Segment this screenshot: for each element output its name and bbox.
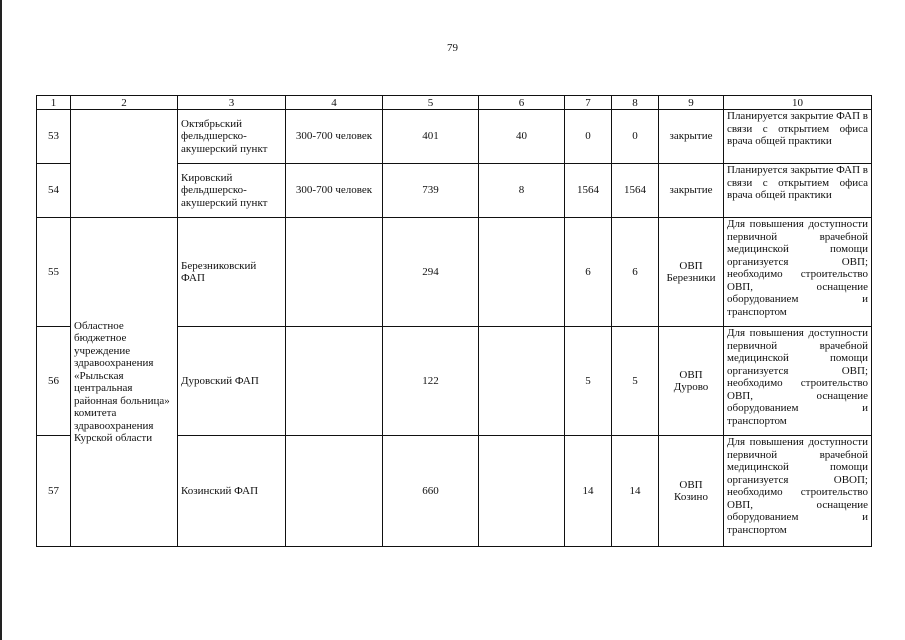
- facility-name: Кировский фельдшерско-акушерский пункт: [178, 164, 286, 218]
- capacity: [286, 436, 383, 547]
- organization-name: Областное бюджетное учреждение здравоохранения «Рыльская центральная районная больница» комитета здравоохранения Курской области: [71, 218, 178, 547]
- table-row: [37, 110, 872, 164]
- organization-cell-empty: [71, 110, 178, 218]
- capacity: 300-700 человек: [286, 164, 383, 218]
- value-col6: 40: [479, 110, 565, 164]
- action: ОВП Дурово: [659, 327, 724, 436]
- column-header: 1: [37, 96, 71, 110]
- note: Планируется закрытие ФАП в связи с открытием офиса врача общей практики: [724, 164, 872, 218]
- note: Для повышения доступности первичной врачебной медицинской помощи организуется ОВП; необходимо строительство ОВП, оснащение оборудованием и транспортом: [724, 327, 872, 436]
- column-header: 3: [178, 96, 286, 110]
- page-number: 79: [447, 42, 458, 54]
- value-col5: 660: [383, 436, 479, 547]
- value-col6: [479, 218, 565, 327]
- row-number: 57: [37, 436, 71, 547]
- row-number: 55: [37, 218, 71, 327]
- value-col8: 1564: [612, 164, 659, 218]
- facility-name: Березниковский ФАП: [178, 218, 286, 327]
- table-row: [37, 218, 872, 327]
- value-col5: 122: [383, 327, 479, 436]
- facilities-table: [36, 95, 872, 547]
- column-header: 6: [479, 96, 565, 110]
- value-col5: 294: [383, 218, 479, 327]
- capacity: [286, 218, 383, 327]
- action: ОВП Козино: [659, 436, 724, 547]
- value-col7: 5: [565, 327, 612, 436]
- column-header: 10: [724, 96, 872, 110]
- capacity: 300-700 человек: [286, 110, 383, 164]
- column-header: 8: [612, 96, 659, 110]
- value-col6: 8: [479, 164, 565, 218]
- value-col8: 0: [612, 110, 659, 164]
- value-col5: 739: [383, 164, 479, 218]
- note: Для повышения доступности первичной врачебной медицинской помощи организуется ОВП; необходимо строительство ОВП, оснащение оборудованием и транспортом: [724, 218, 872, 327]
- value-col6: [479, 436, 565, 547]
- value-col8: 14: [612, 436, 659, 547]
- action: закрытие: [659, 164, 724, 218]
- row-number: 54: [37, 164, 71, 218]
- column-header: 5: [383, 96, 479, 110]
- value-col8: 5: [612, 327, 659, 436]
- facility-name: Дуровский ФАП: [178, 327, 286, 436]
- value-col8: 6: [612, 218, 659, 327]
- value-col5: 401: [383, 110, 479, 164]
- action: ОВП Березники: [659, 218, 724, 327]
- page-left-edge: [0, 0, 2, 640]
- value-col6: [479, 327, 565, 436]
- note: Планируется закрытие ФАП в связи с открытием офиса врача общей практики: [724, 110, 872, 164]
- column-header: 7: [565, 96, 612, 110]
- column-header: 4: [286, 96, 383, 110]
- value-col7: 14: [565, 436, 612, 547]
- row-number: 53: [37, 110, 71, 164]
- value-col7: 1564: [565, 164, 612, 218]
- value-col7: 0: [565, 110, 612, 164]
- header-row: [37, 96, 872, 110]
- column-header: 2: [71, 96, 178, 110]
- action: закрытие: [659, 110, 724, 164]
- value-col7: 6: [565, 218, 612, 327]
- column-header: 9: [659, 96, 724, 110]
- capacity: [286, 327, 383, 436]
- facility-name: Октябрьский фельдшерско-акушерский пункт: [178, 110, 286, 164]
- note: Для повышения доступности первичной врачебной медицинской помощи организуется ОВОП; необходимо строительство ОВП, оснащение оборудованием и транспортом: [724, 436, 872, 547]
- row-number: 56: [37, 327, 71, 436]
- facility-name: Козинский ФАП: [178, 436, 286, 547]
